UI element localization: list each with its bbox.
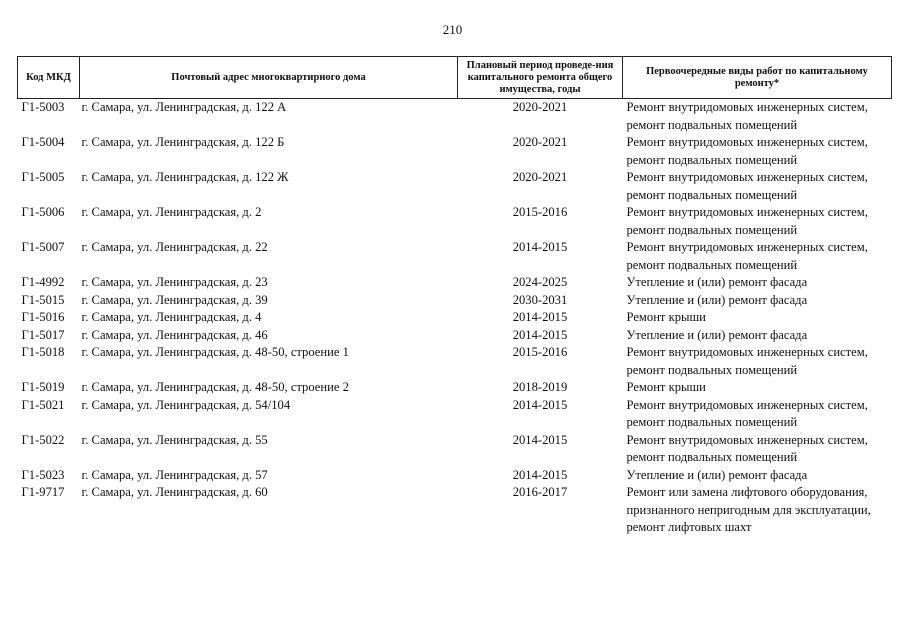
works-line: ремонт подвальных помещений xyxy=(626,415,798,429)
cell-address: г. Самара, ул. Ленинградская, д. 57 xyxy=(81,467,268,482)
table-row xyxy=(18,467,892,485)
table-row xyxy=(18,484,892,537)
cell-code: Г1-9717 xyxy=(21,485,65,499)
table-row xyxy=(18,292,892,310)
cell-code: Г1-5021 xyxy=(21,397,65,412)
cell-address: г. Самара, ул. Ленинградская, д. 54/104 xyxy=(81,397,291,412)
cell-works xyxy=(623,379,892,397)
cell-works xyxy=(623,274,892,292)
cell-code: Г1-5016 xyxy=(21,310,65,324)
works-line: Ремонт внутридомовых инженерных систем, xyxy=(626,205,868,219)
works-line: ремонт подвальных помещений xyxy=(626,152,798,167)
table-header xyxy=(18,57,892,99)
works-line: ремонт подвальных помещений xyxy=(626,362,798,377)
works-line: Ремонт внутридомовых инженерных систем, xyxy=(626,397,868,412)
cell-works xyxy=(623,309,892,327)
table-row xyxy=(18,274,892,292)
works-line: Ремонт крыши xyxy=(626,380,706,394)
works-line: Ремонт внутридомовых инженерных систем, xyxy=(626,170,868,184)
cell-code: Г1-5022 xyxy=(21,432,65,447)
works-line: Ремонт крыши xyxy=(626,310,706,324)
cell-code: Г1-5023 xyxy=(21,467,65,482)
cell-period: 2020-2021 xyxy=(512,135,568,149)
cell-address: г. Самара, ул. Ленинградская, д. 39 xyxy=(81,292,268,307)
header-row xyxy=(18,57,892,99)
cell-period: 2030-2031 xyxy=(512,292,568,307)
works-line: ремонт подвальных помещений xyxy=(626,187,798,202)
works-line: ремонт лифтовых шахт xyxy=(626,520,752,534)
cell-period: 2014-2015 xyxy=(512,327,568,342)
cell-period: 2024-2025 xyxy=(512,275,568,289)
cell-period: 2014-2015 xyxy=(512,467,568,482)
cell-address: г. Самара, ул. Ленинградская, д. 122 А xyxy=(81,100,287,114)
works-line: Ремонт или замена лифтового оборудования, xyxy=(626,485,868,499)
cell-works xyxy=(623,327,892,345)
works-line: ремонт подвальных помещений xyxy=(626,257,798,272)
cell-address: г. Самара, ул. Ленинградская, д. 48-50, строение 2 xyxy=(81,380,349,394)
cell-period: 2015-2016 xyxy=(512,205,568,219)
cell-address: г. Самара, ул. Ленинградская, д. 23 xyxy=(81,275,268,289)
works-line: Утепление и (или) ремонт фасада xyxy=(626,327,808,342)
cell-code: Г1-5003 xyxy=(21,100,65,114)
cell-address: г. Самара, ул. Ленинградская, д. 46 xyxy=(81,327,268,342)
cell-works xyxy=(623,292,892,310)
cell-works xyxy=(623,169,892,204)
cell-period: 2014-2015 xyxy=(512,240,568,254)
works-line: Утепление и (или) ремонт фасада xyxy=(626,292,808,307)
works-line: ремонт подвальных помещений xyxy=(626,222,798,237)
cell-works xyxy=(623,134,892,169)
cell-address: г. Самара, ул. Ленинградская, д. 122 Ж xyxy=(81,170,289,184)
table-row xyxy=(18,134,892,169)
cell-period: 2014-2015 xyxy=(512,310,568,324)
cell-period: 2018-2019 xyxy=(512,380,568,394)
cell-code: Г1-5006 xyxy=(21,205,65,219)
cell-code: Г1-5007 xyxy=(21,240,65,254)
table-row xyxy=(18,327,892,345)
works-line: признанного непригодным для эксплуатации, xyxy=(626,502,871,517)
table-row xyxy=(18,169,892,204)
cell-code: Г1-5005 xyxy=(21,170,65,184)
header-code: Код МКД xyxy=(18,57,80,99)
cell-address: г. Самара, ул. Ленинградская, д. 60 xyxy=(81,485,268,499)
cell-address: г. Самара, ул. Ленинградская, д. 55 xyxy=(81,432,268,447)
cell-code: Г1-5004 xyxy=(21,135,65,149)
table-row xyxy=(18,379,892,397)
cell-address: г. Самара, ул. Ленинградская, д. 122 Б xyxy=(81,135,285,149)
works-line: Ремонт внутридомовых инженерных систем, xyxy=(626,100,868,114)
cell-address: г. Самара, ул. Ленинградская, д. 2 xyxy=(81,205,262,219)
cell-works xyxy=(623,397,892,432)
cell-code: Г1-5015 xyxy=(21,292,65,307)
cell-period: 2015-2016 xyxy=(512,345,568,359)
cell-address: г. Самара, ул. Ленинградская, д. 48-50, строение 1 xyxy=(81,345,349,359)
cell-period: 2016-2017 xyxy=(512,485,568,499)
table-row xyxy=(18,344,892,379)
header-works: Первоочередные виды работ по капитальному ремонту* xyxy=(623,57,892,99)
cell-period: 2020-2021 xyxy=(512,170,568,184)
cell-works xyxy=(623,484,892,537)
works-line: Ремонт внутридомовых инженерных систем, xyxy=(626,432,868,447)
cell-works xyxy=(623,344,892,379)
table-row xyxy=(18,204,892,239)
header-period: Плановый период проведе-ния капитального ремонта общего имущества, годы xyxy=(458,57,623,99)
works-line: Ремонт внутридомовых инженерных систем, xyxy=(626,240,868,254)
cell-code: Г1-4992 xyxy=(21,275,65,289)
cell-address: г. Самара, ул. Ленинградская, д. 4 xyxy=(81,310,262,324)
cell-period: 2014-2015 xyxy=(512,432,568,447)
works-line: Утепление и (или) ремонт фасада xyxy=(626,467,808,482)
cell-works xyxy=(623,467,892,485)
works-line: Утепление и (или) ремонт фасада xyxy=(626,275,808,289)
table-row xyxy=(18,432,892,467)
cell-works xyxy=(623,239,892,274)
repair-table xyxy=(17,56,892,537)
cell-works xyxy=(623,99,892,135)
header-address: Почтовый адрес многоквартирного дома xyxy=(80,57,458,99)
page-number: 210 xyxy=(442,22,463,37)
cell-works xyxy=(623,432,892,467)
table-row xyxy=(18,397,892,432)
table-row xyxy=(18,239,892,274)
cell-address: г. Самара, ул. Ленинградская, д. 22 xyxy=(81,240,268,254)
works-line: ремонт подвальных помещений xyxy=(626,117,798,132)
cell-code: Г1-5017 xyxy=(21,327,65,342)
works-line: Ремонт внутридомовых инженерных систем, xyxy=(626,345,868,359)
table-row xyxy=(18,309,892,327)
cell-works xyxy=(623,204,892,239)
works-line: ремонт подвальных помещений xyxy=(626,450,798,464)
works-line: Ремонт внутридомовых инженерных систем, xyxy=(626,135,868,149)
cell-code: Г1-5019 xyxy=(21,380,65,394)
cell-period: 2020-2021 xyxy=(512,100,568,114)
repair-table-wrapper xyxy=(17,56,891,537)
table-body xyxy=(18,99,892,537)
cell-code: Г1-5018 xyxy=(21,345,65,359)
cell-period: 2014-2015 xyxy=(512,397,568,412)
table-row xyxy=(18,99,892,135)
